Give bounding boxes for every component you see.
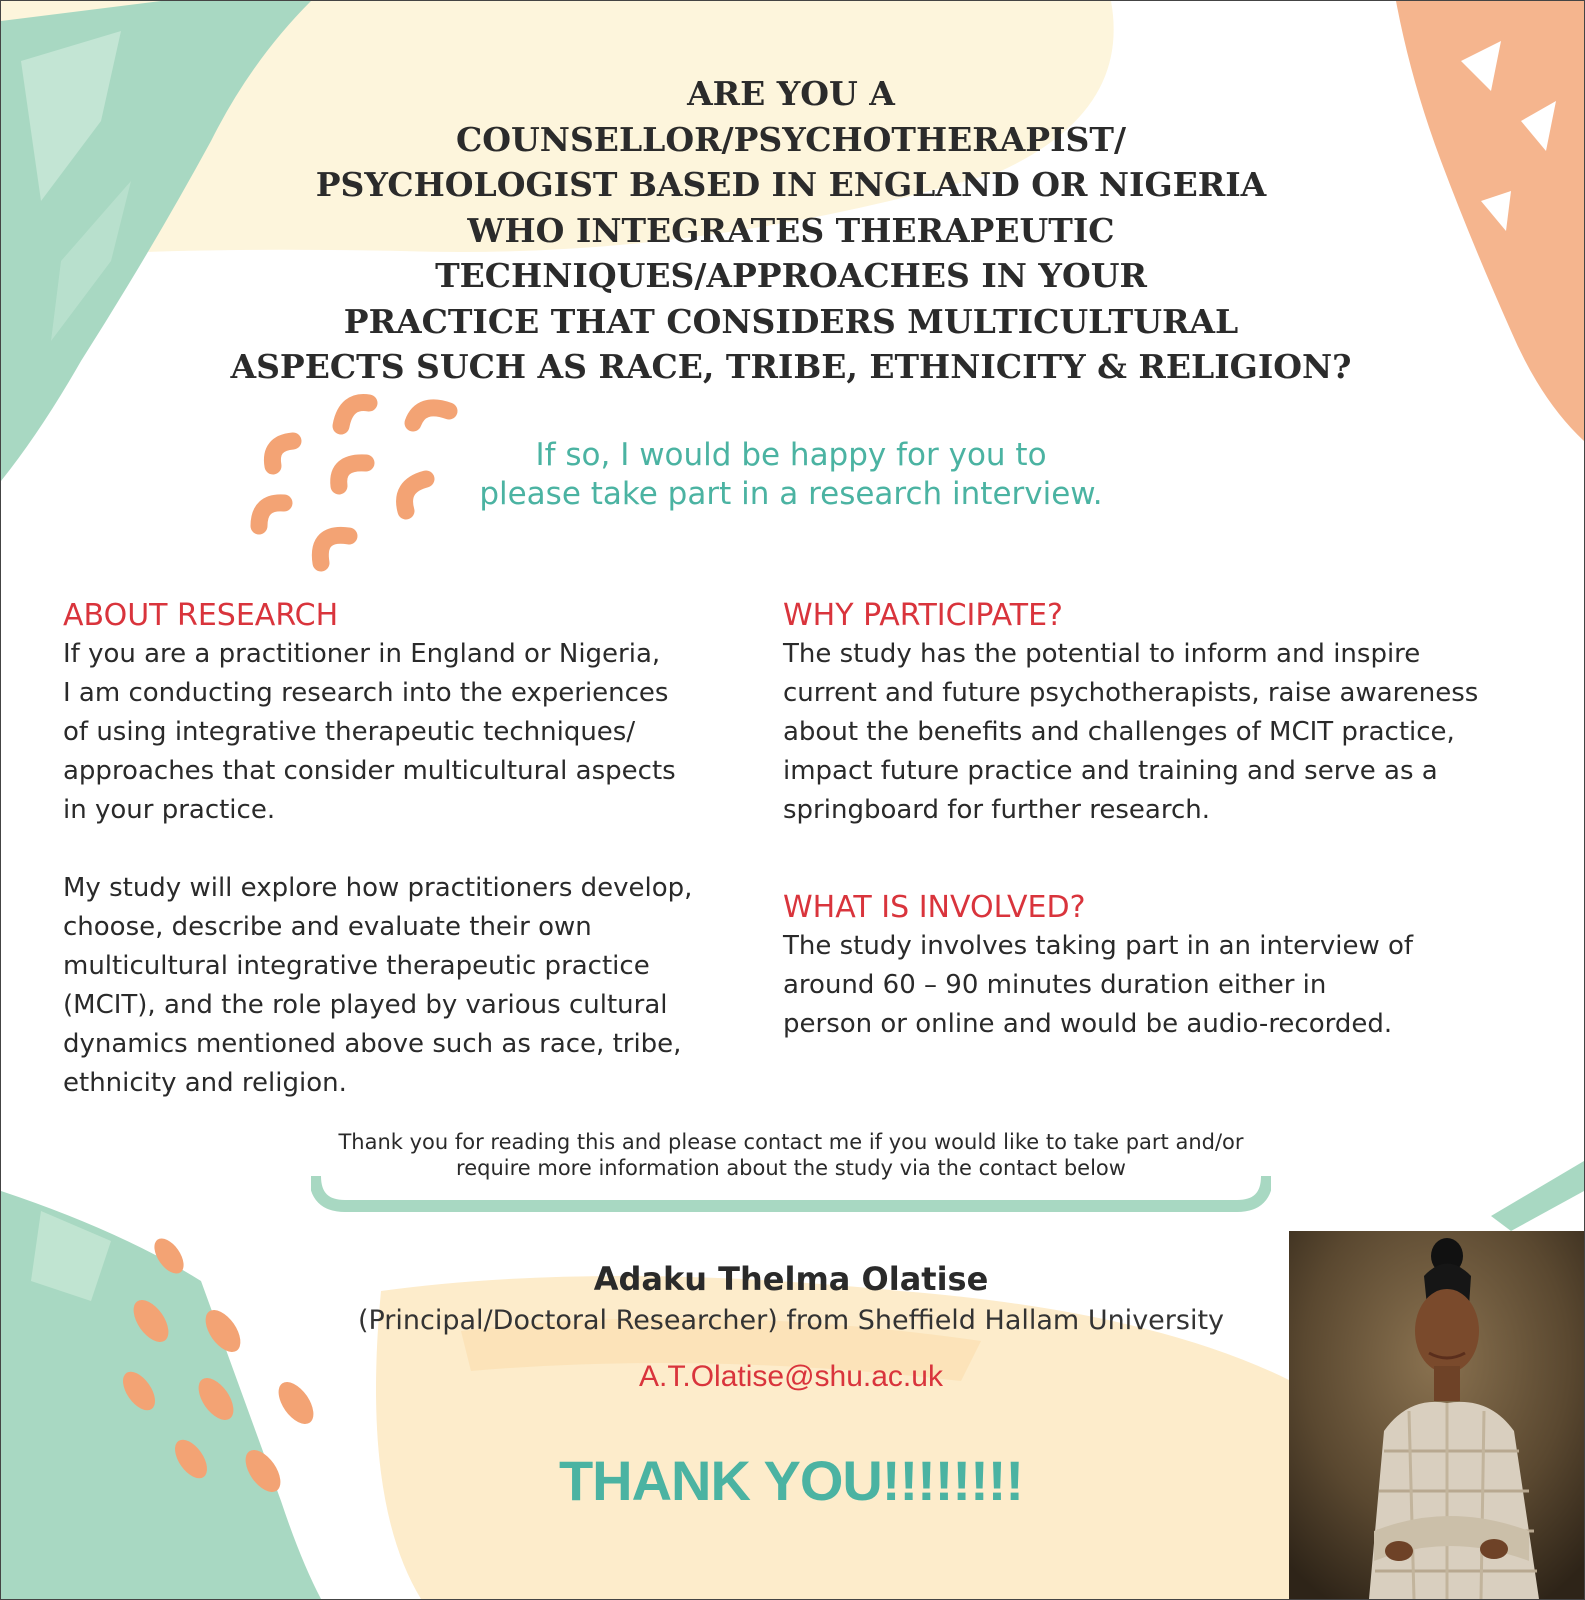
contact-note-line: Thank you for reading this and please contact me if you would like to take part and/or bbox=[338, 1130, 1244, 1154]
thank-you-closing: THANK YOU!!!!!!!! bbox=[558, 1449, 1024, 1512]
body-line: person or online and would be audio-recorded. bbox=[783, 1009, 1393, 1039]
researcher-photo bbox=[1289, 1231, 1584, 1599]
about-research-body bbox=[63, 635, 753, 1103]
body-line: The study has the potential to inform and inspire bbox=[783, 639, 1421, 669]
body-line: approaches that consider multicultural aspects bbox=[63, 756, 676, 786]
body-line: about the benefits and challenges of MCIT practice, bbox=[783, 717, 1455, 747]
researcher-email[interactable]: A.T.Olatise@shu.ac.uk bbox=[639, 1360, 943, 1393]
body-line: If you are a practitioner in England or Nigeria, bbox=[63, 639, 661, 669]
contact-note bbox=[311, 1129, 1271, 1181]
body-line: The study involves taking part in an interview of bbox=[783, 931, 1414, 961]
headline-line: ASPECTS SUCH AS RACE, TRIBE, ETHNICITY & RELIGION? bbox=[230, 347, 1352, 386]
body-line: impact future practice and training and serve as a bbox=[783, 756, 1438, 786]
body-line: springboard for further research. bbox=[783, 795, 1210, 825]
contact-note-underline bbox=[311, 1176, 1271, 1216]
mint-stroke-bottom-right bbox=[1491, 1161, 1584, 1231]
headline-line: WHO INTEGRATES THERAPEUTIC bbox=[467, 210, 1115, 250]
what-is-involved-section bbox=[783, 889, 1543, 1044]
headline-line: TECHNIQUES/APPROACHES IN YOUR bbox=[435, 256, 1147, 295]
invitation-text bbox=[401, 436, 1181, 514]
body-line: ethnicity and religion. bbox=[63, 1068, 347, 1098]
body-line: multicultural integrative therapeutic practice bbox=[63, 951, 650, 981]
body-line: choose, describe and evaluate their own bbox=[63, 912, 592, 942]
invitation-line: If so, I would be happy for you to bbox=[535, 437, 1047, 473]
why-participate-section bbox=[783, 597, 1543, 830]
headline-line: ARE YOU A bbox=[687, 74, 895, 113]
headline bbox=[151, 71, 1431, 390]
body-line: My study will explore how practitioners develop, bbox=[63, 873, 693, 903]
body-line: I am conducting research into the experiences bbox=[63, 678, 669, 708]
what-is-involved-title: WHAT IS INVOLVED? bbox=[783, 890, 1086, 925]
body-line: current and future psychotherapists, raise awareness bbox=[783, 678, 1479, 708]
headline-line: PSYCHOLOGIST BASED IN ENGLAND OR NIGERIA bbox=[315, 165, 1267, 204]
body-line: of using integrative therapeutic techniques/ bbox=[63, 717, 636, 747]
contact-note-line: require more information about the study via the contact below bbox=[456, 1156, 1126, 1180]
about-research-section bbox=[63, 597, 753, 1103]
why-participate-body bbox=[783, 635, 1543, 830]
headline-line: PRACTICE THAT CONSIDERS MULTICULTURAL bbox=[343, 301, 1239, 341]
what-is-involved-body bbox=[783, 927, 1543, 1044]
body-line: (MCIT), and the role played by various cultural bbox=[63, 990, 668, 1020]
invitation-line: please take part in a research interview. bbox=[479, 476, 1103, 512]
headline-line: COUNSELLOR/PSYCHOTHERAPIST/ bbox=[456, 119, 1126, 159]
about-research-title: ABOUT RESEARCH bbox=[63, 598, 339, 633]
body-line: in your practice. bbox=[63, 795, 276, 825]
body-line: around 60 – 90 minutes duration either in bbox=[783, 970, 1327, 1000]
why-participate-title: WHY PARTICIPATE? bbox=[783, 598, 1063, 633]
researcher-name: Adaku Thelma Olatise bbox=[593, 1260, 989, 1298]
body-line: dynamics mentioned above such as race, tribe, bbox=[63, 1029, 682, 1059]
researcher-role: (Principal/Doctoral Researcher) from Sheffield Hallam University bbox=[357, 1305, 1225, 1336]
